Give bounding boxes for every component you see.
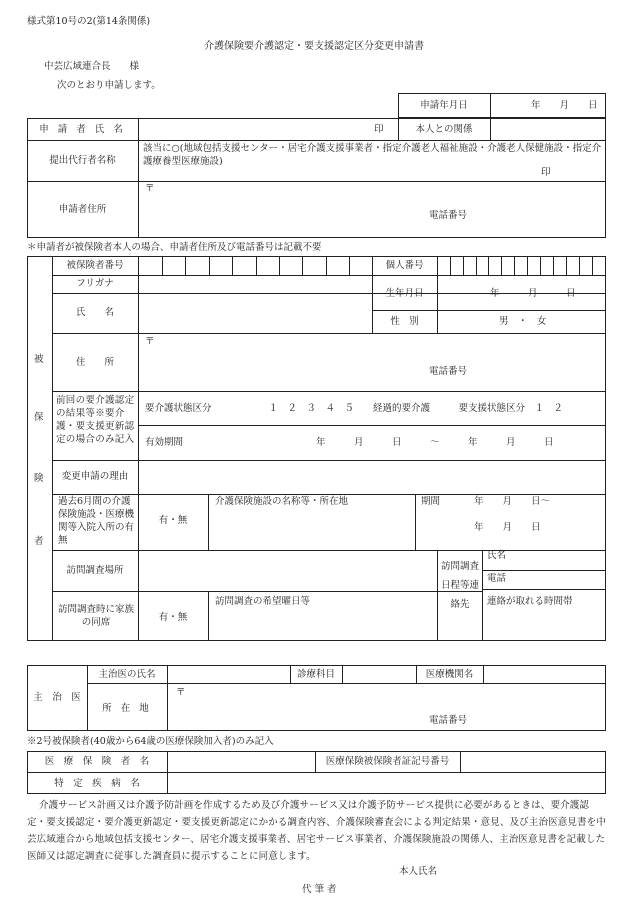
consent-text: 介護サービス計画又は介護予防計画を作成するため及び介護サービス又は介護予防サービス提供に必要があるときは、要介護認定・要支援認定・要介護更新認定・要支援更新認定にかかる調査内容、介護保険審査会による判定結果・意見、及び主治医意見書を中芸広域連合から地域包括支援センター、居宅介護支援事業者、居宅サービス事業者、介護保険施設の関係人、主治医意見書を記載した医師又は認定調査に従事した調査員に提示することに同意します。: [27, 800, 607, 862]
facility-stay-label: 過去6月間の介護保険施設・医療機関等入院入所の有無: [58, 496, 135, 546]
facility-name-label: 介護保険施設の名称等・所在地: [215, 496, 349, 507]
physician-name-label: 主治医の氏名: [98, 669, 156, 680]
note-category2: ※2号被保険者(40歳から64歳の医療保険加入者)のみ記入: [27, 736, 274, 747]
agent-name-label: 提出代行者名称: [49, 155, 116, 166]
specified-disease-field[interactable]: [168, 773, 605, 793]
insurer-name-field[interactable]: [168, 752, 314, 771]
preferred-day-label: 訪問調査の希望曜日等: [215, 596, 311, 607]
physician-address-field[interactable]: [168, 700, 605, 712]
postal-mark: 〒: [145, 183, 155, 194]
department-label: 診療科目: [296, 669, 335, 680]
institution-field[interactable]: [484, 666, 605, 682]
form-number: 様式第10号の2(第14条関係): [27, 16, 151, 27]
facility-yes-no[interactable]: 有・無: [158, 515, 188, 526]
period-from-field[interactable]: 年 月 日～: [474, 496, 551, 507]
application-date-field[interactable]: 年 月 日: [531, 100, 598, 111]
insured-address-label: 住 所: [75, 357, 114, 368]
visit-contact-label: 訪問調査日程等連絡先: [440, 561, 479, 610]
previous-result-label: 前回の要介護認定の結果等※要介護・要支援更新認定の場合のみ記入: [56, 395, 135, 445]
insured-phone-label: 電話番号: [429, 366, 468, 377]
proxy-writer-label: 代 筆 者: [302, 884, 337, 895]
care-level-options[interactable]: 要介護状態区分 １ ２ ３ ４ ５ 経過的要介護 要支援状態区分 １ ２: [145, 403, 564, 414]
contact-phone-label: 電話: [487, 573, 507, 584]
sex-selector[interactable]: 男 ・ 女: [499, 316, 547, 327]
signature-name-label: 本人氏名: [399, 866, 438, 877]
insured-postal-mark: 〒: [145, 336, 155, 347]
insured-number-label: 被保険者番号: [66, 260, 124, 271]
specified-disease-label: 特 定 疾 病 名: [54, 778, 140, 789]
physician-postal-mark: 〒: [176, 687, 186, 698]
change-reason-label: 変更申請の理由: [61, 471, 129, 482]
visit-place-field[interactable]: [139, 551, 436, 590]
applicant-name-label: 申 請 者 氏 名: [39, 124, 126, 135]
addressee: 中芸広域連合長 様: [44, 61, 140, 72]
physician-address-label: 所 在 地: [102, 703, 152, 714]
applicant-seal-mark: 印: [374, 124, 384, 135]
period-label: 期間: [421, 496, 441, 507]
kana-label: フリガナ: [76, 278, 114, 289]
physician-phone-label: 電話番号: [429, 715, 468, 726]
applicant-address-label: 申請者住所: [58, 204, 107, 215]
agent-type-note[interactable]: 該当に○(地域包括支援センター・居宅介護支援事業者・指定介護老人福祉施設・介護老人保健施設・指定介護療養型医療施設): [143, 143, 602, 167]
side-char-4: 者: [34, 536, 44, 547]
institution-label: 医療機関名: [425, 669, 474, 680]
applicant-address-field[interactable]: [139, 195, 605, 209]
insured-address-field[interactable]: [139, 348, 605, 364]
kana-field[interactable]: [139, 276, 371, 292]
insurer-name-label: 医 療 保 険 者 名: [44, 756, 150, 767]
change-reason-field[interactable]: [139, 461, 605, 493]
valid-period-field[interactable]: 年 月 日 ～ 年 月 日: [316, 437, 554, 448]
birth-date-label: 生年月日: [385, 288, 424, 299]
side-char-1: 被: [34, 354, 44, 365]
agent-seal-mark: 印: [541, 167, 551, 178]
sex-label: 性 別: [390, 316, 419, 327]
contact-time-label: 連絡が取れる時間帯: [487, 596, 573, 607]
insured-name-field[interactable]: [139, 294, 371, 332]
application-date-label: 申請年月日: [420, 100, 468, 111]
relation-field[interactable]: [491, 119, 605, 139]
intro-text: 次のとおり申請します。: [57, 80, 161, 91]
family-yes-no[interactable]: 有・無: [158, 612, 188, 623]
department-field[interactable]: [343, 666, 415, 682]
side-char-3: 険: [34, 473, 44, 484]
note-applicant-self: ＊申請者が被保険者本人の場合、申請者住所及び電話番号は記載不要: [27, 242, 322, 253]
physician-name-field[interactable]: [168, 666, 289, 682]
insured-name-label: 氏 名: [75, 307, 114, 318]
contact-name-label: 氏名: [487, 550, 507, 561]
applicant-phone-label: 電話番号: [429, 210, 468, 221]
insurance-card-label: 医療保険被保険者証記号番号: [325, 756, 450, 767]
physician-side-label: 主 治 医: [33, 692, 81, 703]
personal-number-label: 個人番号: [385, 260, 424, 271]
family-present-label: 訪問調査時に家族の同席: [57, 604, 134, 628]
period-to-field[interactable]: 年 月 日: [474, 522, 541, 533]
insurance-card-field[interactable]: [461, 752, 605, 771]
birth-date-field[interactable]: 年 月 日: [490, 288, 576, 299]
side-char-2: 保: [34, 412, 44, 423]
valid-period-label: 有効期間: [145, 437, 184, 448]
relation-label: 本人との関係: [415, 124, 473, 135]
form-title: 介護保険要介護認定・要支援認定区分変更申請書: [204, 41, 424, 52]
visit-place-label: 訪問調査場所: [66, 565, 124, 576]
applicant-name-field[interactable]: [139, 119, 397, 139]
